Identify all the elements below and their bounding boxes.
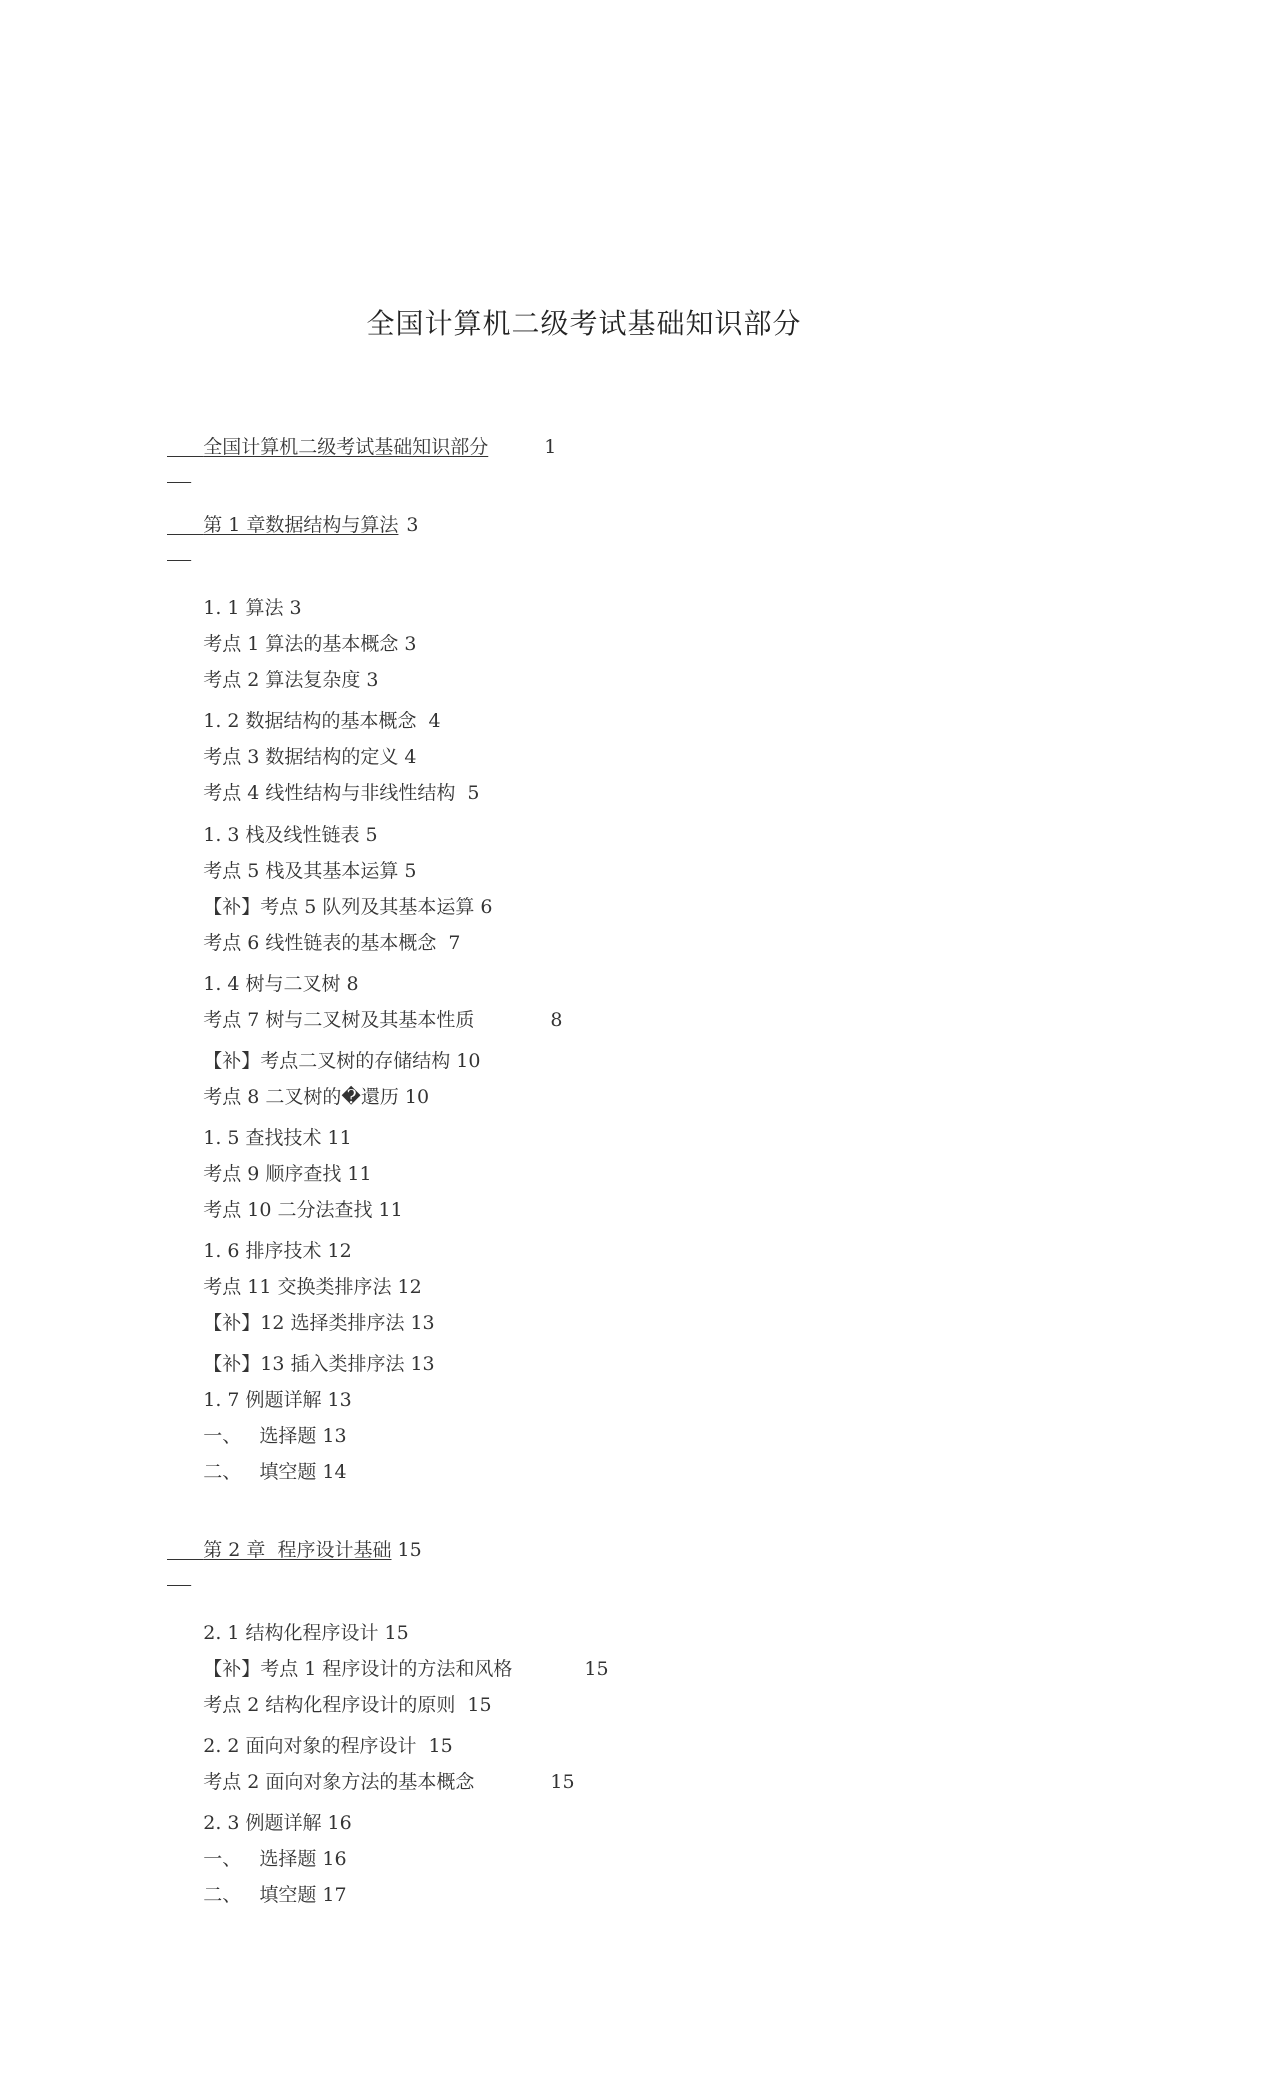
toc-entry-text: 考点 2 算法复杂度 — [203, 669, 361, 691]
toc-entry-text: 1. 3 栈及线性链表 — [203, 824, 360, 846]
toc-entry-text: 一、 选择题 — [203, 1848, 317, 1870]
toc-entry-page: 15 — [467, 1694, 492, 1716]
toc-entry-page: 15 — [584, 1658, 609, 1680]
toc-entry-page: 5 — [404, 860, 417, 882]
toc-entry-text: 全国计算机二级考试基础知识部分 — [203, 436, 489, 458]
toc-entry-text: 考点 5 栈及其基本运算 — [203, 860, 399, 882]
toc-entry-page: 15 — [384, 1622, 409, 1644]
toc-entry-page: 5 — [467, 782, 480, 804]
toc-entry-page: 4 — [428, 710, 441, 732]
toc-entry-page: 11 — [378, 1199, 403, 1221]
toc-entry-text: 1. 1 算法 — [203, 597, 284, 619]
toc-entry-page: 13 — [322, 1425, 347, 1447]
toc-entry-text: 1. 6 排序技术 — [203, 1240, 322, 1262]
toc-entry-text: 考点 6 线性链表的基本概念 — [203, 932, 437, 954]
toc-entry-page: 15 — [428, 1735, 453, 1757]
toc-entry-page: 14 — [322, 1461, 347, 1483]
toc-entry-text: 第 1 章数据结构与算法 — [203, 514, 399, 536]
toc-entry-text: 考点 7 树与二叉树及其基本性质 — [203, 1009, 475, 1031]
toc-entry-page: 13 — [410, 1312, 435, 1334]
toc-entry-text: 考点 2 结构化程序设计的原则 — [203, 1694, 456, 1716]
toc-entry-text: 考点 2 面向对象方法的基本概念 — [203, 1771, 475, 1793]
toc-entry-text: 一、 选择题 — [203, 1425, 317, 1447]
toc-entry-text: 1. 5 查找技术 — [203, 1127, 322, 1149]
toc-entry-text: 考点 3 数据结构的定义 — [203, 746, 399, 768]
toc-entry-text: 2. 1 结构化程序设计 — [203, 1622, 379, 1644]
toc-entry-page: 10 — [404, 1086, 430, 1108]
toc-entry-chapter-1[interactable] — [167, 486, 419, 564]
toc-entry-text: 【补】13 插入类排序法 — [203, 1353, 405, 1375]
toc-entry-text: 1. 7 例题详解 — [203, 1389, 322, 1411]
toc-entry-text: 【补】考点 5 队列及其基本运算 — [203, 896, 475, 918]
toc-entry-text: 二、 填空题 — [203, 1461, 317, 1483]
toc-entry-page: 3 — [289, 597, 302, 619]
toc-entry-text: 2. 2 面向对象的程序设计 — [203, 1735, 417, 1757]
toc-entry-page: 3 — [366, 669, 379, 691]
toc-entry[interactable] — [167, 1856, 347, 1934]
toc-entry-text: 考点 8 二叉树的�還历 — [203, 1086, 399, 1108]
toc-entry-text: 第 2 章 程序设计基础 — [203, 1539, 392, 1561]
toc-entry-text: 考点 1 算法的基本概念 — [203, 633, 399, 655]
toc-entry-page: 7 — [448, 932, 461, 954]
toc-entry-text: 1. 2 数据结构的基本概念 — [203, 710, 417, 732]
toc-entry-chapter-2[interactable] — [167, 1511, 422, 1589]
toc-entry-page: 11 — [327, 1127, 352, 1149]
toc-entry-text: 【补】12 选择类排序法 — [203, 1312, 405, 1334]
toc-entry-text: 2. 3 例题详解 — [203, 1812, 322, 1834]
toc-entry-text: 1. 4 树与二叉树 — [203, 973, 341, 995]
toc-entry-page: 3 — [404, 633, 417, 655]
toc-entry-page: 16 — [322, 1848, 347, 1870]
toc-entry-page: 10 — [456, 1050, 481, 1072]
toc-entry-title[interactable] — [167, 408, 556, 486]
toc-entry-page: 8 — [550, 1009, 563, 1031]
toc-entry-text: 二、 填空题 — [203, 1884, 317, 1906]
toc-entry-text: 【补】考点 1 程序设计的方法和风格 — [203, 1658, 513, 1680]
toc-entry-page: 1 — [544, 436, 557, 458]
toc-entry-text: 考点 4 线性结构与非线性结构 — [203, 782, 456, 804]
toc-entry-text: 考点 10 二分法查找 — [203, 1199, 373, 1221]
toc-entry-page: 13 — [327, 1389, 352, 1411]
toc-entry-page: 12 — [327, 1240, 352, 1262]
toc-entry-text: 【补】考点二叉树的存储结构 — [203, 1050, 451, 1072]
toc-entry-text: 考点 11 交换类排序法 — [203, 1276, 392, 1298]
toc-entry-page: 11 — [347, 1163, 372, 1185]
toc-entry-page: 16 — [327, 1812, 352, 1834]
document-title: 全国计算机二级考试基础知识部分 — [366, 307, 802, 340]
toc-entry-page: 4 — [404, 746, 417, 768]
toc-entry-page: 17 — [322, 1884, 347, 1906]
toc-entry-page: 6 — [480, 896, 493, 918]
toc-entry-text: 考点 9 顺序查找 — [203, 1163, 342, 1185]
toc-entry-page: 15 — [397, 1539, 422, 1561]
toc-entry-page: 12 — [397, 1276, 422, 1298]
toc-entry-page: 8 — [346, 973, 359, 995]
toc-entry-page: 15 — [550, 1771, 575, 1793]
toc-entry[interactable] — [167, 1433, 347, 1511]
toc-entry-page: 13 — [410, 1353, 435, 1375]
toc-entry-page: 3 — [406, 514, 419, 536]
toc-entry-page: 5 — [365, 824, 378, 846]
